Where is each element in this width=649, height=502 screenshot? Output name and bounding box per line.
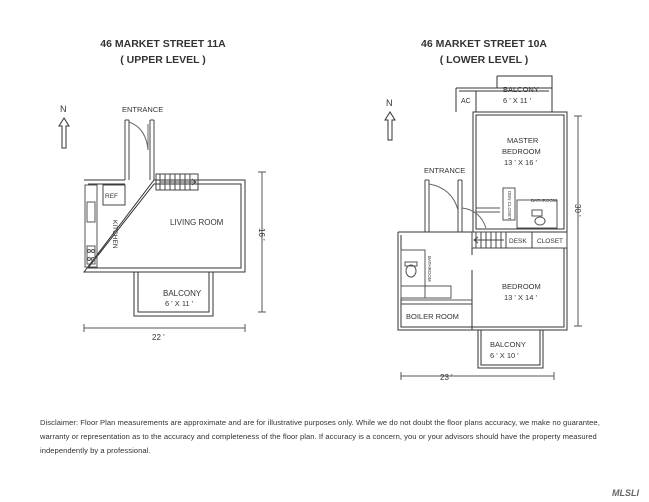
upper-entrance-walls (125, 120, 154, 180)
ac-label: AC (461, 98, 471, 105)
lower-entrance-label: ENTRANCE (424, 166, 466, 175)
bedroom-size: 13 ' X 14 ' (504, 293, 537, 302)
ref-label: REF (105, 193, 118, 200)
upper-plan-subtitle: ( UPPER LEVEL ) (120, 54, 206, 66)
disclaimer (40, 416, 630, 458)
lower-width-dimension: 23 ' (440, 373, 453, 382)
disclaimer-line-1: Disclaimer: Floor Plan measurements are approximate and are for illustrative purposes only. While we do not doubt the floor plans accuracy, we make no guarantee, (40, 418, 600, 427)
lower-depth-dimension: 30 ' (573, 204, 582, 217)
boiler-room-label: BOILER ROOM (406, 312, 459, 321)
den-closet-label: DEN CLOSET (507, 191, 512, 220)
north-arrow-icon (59, 118, 69, 148)
upper-balcony-name: BALCONY (163, 289, 202, 298)
master-size: 13 ' X 16 ' (504, 158, 537, 167)
master-label-1: MASTER (507, 136, 539, 145)
bottom-balcony-size: 6 ' X 10 ' (490, 351, 519, 360)
top-balcony-size: 6 ' X 11 ' (503, 96, 532, 105)
bottom-balcony-name: BALCONY (490, 340, 526, 349)
disclaimer-line-3: independently by a professional. (40, 446, 151, 455)
lower-north-label: N (386, 98, 393, 108)
lower-stairs (472, 232, 506, 248)
master-label-2: BEDROOM (502, 147, 541, 156)
top-balcony-name: BALCONY (503, 85, 539, 94)
upper-plan-title-text: 46 MARKET STREET 11A (100, 38, 226, 50)
upper-plan (59, 104, 266, 342)
upper-stairs (156, 174, 198, 190)
upper-depth-dimension: 16 ' (257, 228, 266, 241)
north-arrow-icon (385, 112, 395, 140)
master-bedroom-walls (473, 112, 567, 232)
lower-bottom-balcony (478, 330, 543, 368)
desk-label: DESK (509, 238, 527, 245)
upper-balcony-size: 6 ' X 11 ' (165, 299, 194, 308)
lower-plan-title-text: 46 MARKET STREET 10A (420, 38, 548, 50)
upper-entrance-label: ENTRANCE (122, 105, 164, 114)
lower-plan-subtitle: ( LOWER LEVEL ) (439, 54, 529, 66)
lower-plan (385, 76, 582, 382)
living-room-label: LIVING ROOM (170, 218, 224, 227)
hall-bath-fixtures (401, 250, 472, 300)
kitchen-label: KITCHEN (111, 220, 118, 249)
closet-label: CLOSET (537, 238, 564, 245)
lower-entrance-walls (425, 180, 486, 232)
hall-bath-label: BATHROOM (427, 256, 432, 282)
disclaimer-line-2: warranty or representation as to the accuracy and completeness of the floor plan. If accuracy is a concern, you or your advisors should have the property measured (40, 432, 597, 441)
master-bath-label: BATHROOM (531, 198, 557, 203)
mlsli-watermark: MLSLI (612, 488, 639, 498)
upper-width-dimension: 22 ' (152, 333, 165, 342)
upper-north-label: N (60, 104, 67, 114)
master-bath-fixtures (476, 188, 557, 228)
bedroom-label: BEDROOM (502, 282, 541, 291)
